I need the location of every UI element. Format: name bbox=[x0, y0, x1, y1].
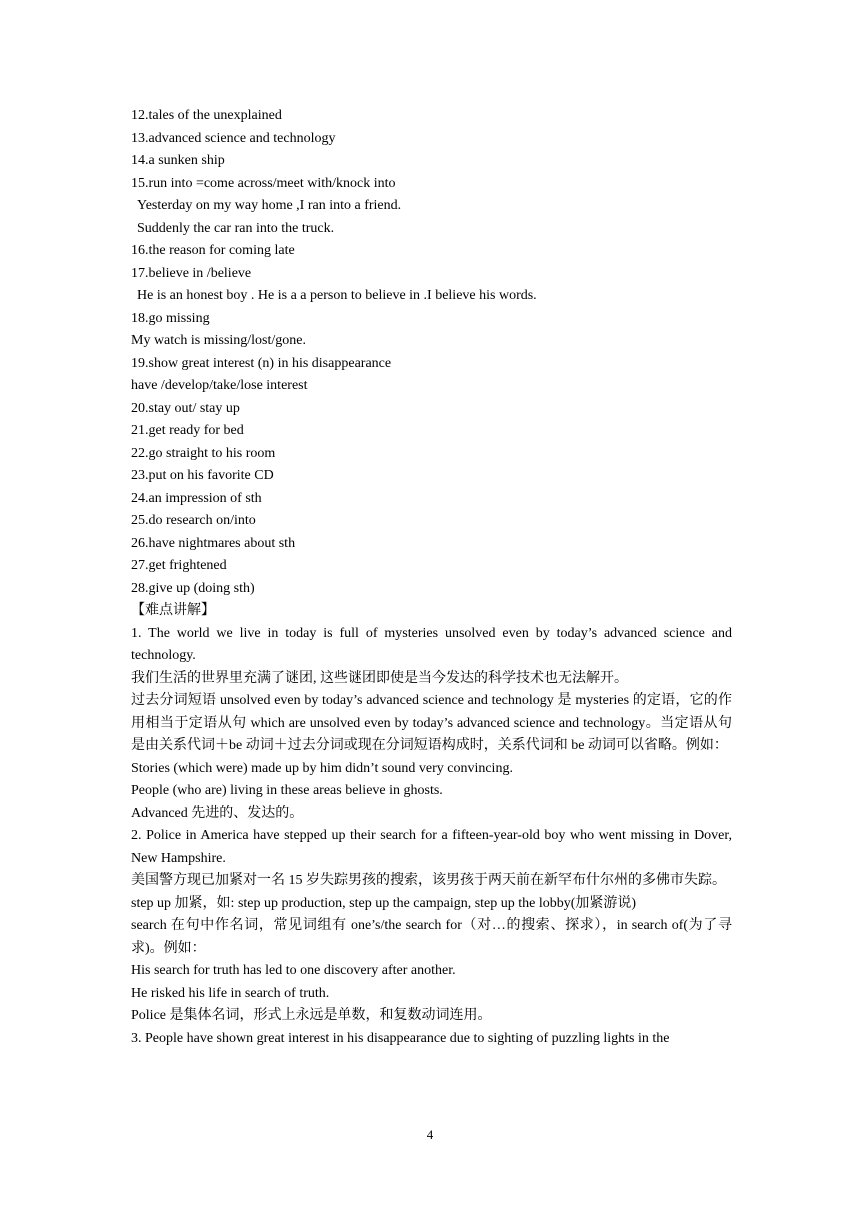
vocab-example: My watch is missing/lost/gone. bbox=[131, 333, 306, 348]
point-explanation: step up 加紧，如: step up production, step up the campaign, step up the lobby(加紧游说) bbox=[131, 895, 637, 911]
vocab-line: 16.the reason for coming late bbox=[131, 243, 295, 258]
page-number: 4 bbox=[426, 1127, 434, 1142]
vocab-example: He is an honest boy . He is a a person to believe in .I believe his words. bbox=[137, 288, 537, 303]
point-example: Stories (which were) made up by him didn’t sound very convincing. bbox=[131, 760, 513, 776]
page-content bbox=[131, 105, 732, 1050]
vocab-line: 17.believe in /believe bbox=[131, 265, 252, 281]
point-sentence: 1. The world we live in today is full of mysteries unsolved even by today’s advanced science and technology. bbox=[131, 625, 732, 663]
point-translation: 美国警方现已加紧对一名 15 岁失踪男孩的搜索，该男孩于两天前在新罕布什尔州的多佛市失踪。 bbox=[131, 873, 726, 888]
point-sentence: 2. Police in America have stepped up their search for a fifteen-year-old boy who went missing in Dover, New Hampshire. bbox=[131, 828, 732, 866]
vocab-line: 19.show great interest (n) in his disappearance bbox=[131, 355, 392, 371]
vocab-line: 23.put on his favorite CD bbox=[131, 468, 274, 483]
vocab-line: 14.a sunken ship bbox=[131, 153, 225, 168]
vocab-example: have /develop/take/lose interest bbox=[131, 378, 308, 393]
vocab-example: Suddenly the car ran into the truck. bbox=[137, 220, 335, 236]
point-sentence: 3. People have shown great interest in his disappearance due to sighting of puzzling lights in the bbox=[131, 1030, 670, 1046]
vocab-line: 26.have nightmares about sth bbox=[131, 535, 296, 551]
point-translation: 我们生活的世界里充满了谜团, 这些谜团即使是当今发达的科学技术也无法解开。 bbox=[131, 670, 628, 686]
vocab-example: Yesterday on my way home ,I ran into a friend. bbox=[137, 198, 402, 213]
vocab-line: 18.go missing bbox=[131, 310, 210, 326]
point-note: Police 是集体名词，形式上永远是单数，和复数动词连用。 bbox=[131, 1008, 492, 1023]
section-heading: 【难点讲解】 bbox=[131, 603, 215, 618]
vocab-line: 22.go straight to his room bbox=[131, 445, 276, 461]
point-example: People (who are) living in these areas believe in ghosts. bbox=[131, 783, 443, 798]
vocab-line: 13.advanced science and technology bbox=[131, 130, 336, 146]
point-example: He risked his life in search of truth. bbox=[131, 985, 330, 1001]
point-explanation: 过去分词短语 unsolved even by today’s advanced science and technology 是 mysteries 的定语，它的作用相当于定语从句 which are unsolved even by today’s advanced science and technology。当定语从句是由关系代词＋be 动词＋过去分词或现在分词短语构成时，关系代词和 be 动词可以省略。例如： bbox=[131, 693, 732, 753]
vocab-line: 12.tales of the unexplained bbox=[131, 108, 282, 123]
vocab-line: 20.stay out/ stay up bbox=[131, 400, 240, 416]
vocab-line: 21.get ready for bed bbox=[131, 423, 244, 438]
vocab-line: 25.do research on/into bbox=[131, 513, 256, 528]
vocab-line: 24.an impression of sth bbox=[131, 490, 262, 506]
vocab-line: 27.get frightened bbox=[131, 558, 227, 573]
point-note: Advanced 先进的、发达的。 bbox=[131, 805, 304, 821]
vocab-line: 28.give up (doing sth) bbox=[131, 580, 255, 596]
vocab-line: 15.run into =come across/meet with/knock into bbox=[131, 175, 396, 191]
point-explanation: search 在句中作名词，常见词组有 one’s/the search for（对…的搜索、探求），in search of(为了寻求)。例如： bbox=[131, 918, 732, 956]
point-example: His search for truth has led to one discovery after another. bbox=[131, 963, 456, 978]
